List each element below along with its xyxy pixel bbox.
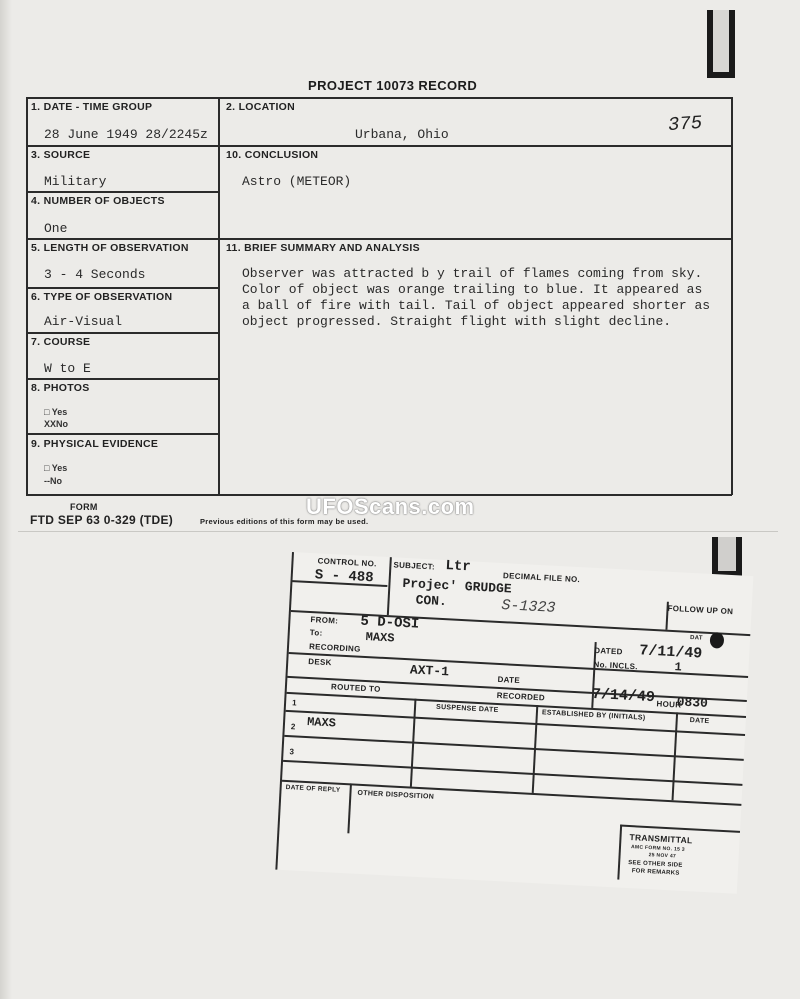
route-row-3-number: 3 — [289, 747, 295, 757]
subject-line-2: Projec' GRUDGE — [402, 575, 512, 597]
length-of-observation-label: 5. LENGTH OF OBSERVATION — [31, 242, 189, 254]
recording-label: RECORDING — [308, 642, 361, 654]
location-value: Urbana, Ohio — [355, 127, 449, 142]
routed-to-label: ROUTED TO — [330, 682, 381, 694]
from-value: 5 D-OSI — [360, 613, 420, 633]
date-time-group-label: 1. DATE - TIME GROUP — [31, 101, 153, 113]
to-label: To: — [309, 628, 323, 638]
control-no-label: CONTROL NO. — [317, 556, 377, 569]
source-value: Military — [44, 174, 107, 189]
subject-value: Ltr — [445, 558, 472, 576]
hour-value: 0830 — [676, 694, 709, 711]
left-edge-shadow — [0, 0, 12, 999]
conclusion-value: Astro (METEOR) — [242, 174, 352, 189]
hour-label: HOUR — [656, 699, 682, 710]
dated-value: 7/11/49 — [638, 642, 703, 663]
amc-form-date: 25 NOV 47 — [648, 852, 677, 860]
summary-line: Observer was attracted b y trail of flames coming from sky. — [242, 266, 703, 281]
evidence-no-checkbox: --No — [44, 476, 62, 486]
recorded-label: RECORDED — [496, 690, 546, 703]
photos-no-checkbox: XXNo — [44, 419, 69, 429]
lower-page-divider — [18, 531, 778, 532]
number-of-objects-value: One — [44, 221, 68, 236]
routing-date-label: DATE — [689, 717, 710, 726]
summary-line: Color of object was orange trailing to blue. It appeared as — [242, 282, 703, 297]
from-label: FROM: — [310, 615, 339, 626]
decimal-file-value: S-1323 — [501, 597, 556, 617]
course-value: W to E — [44, 361, 91, 376]
length-of-observation-value: 3 - 4 Seconds — [44, 267, 146, 282]
number-of-objects-label: 4. NUMBER OF OBJECTS — [31, 195, 165, 207]
amc-form-number: AMC FORM NO. 15 3 — [630, 844, 686, 853]
date-of-reply-label: DATE OF REPLY — [285, 783, 341, 794]
conclusion-label: 10. CONCLUSION — [226, 149, 319, 161]
type-of-observation-label: 6. TYPE OF OBSERVATION — [31, 291, 173, 303]
course-label: 7. COURSE — [31, 336, 91, 348]
decimal-file-label: DECIMAL FILE NO. — [502, 571, 581, 585]
watermark: UFOScans.com — [306, 494, 475, 519]
summary-line: object progressed. Straight flight with slight decline. — [242, 314, 672, 329]
physical-evidence-label: 9. PHYSICAL EVIDENCE — [31, 438, 159, 450]
summary-label: 11. BRIEF SUMMARY AND ANALYSIS — [226, 242, 420, 254]
other-disposition-label: OTHER DISPOSITION — [357, 789, 435, 801]
dat-label: DAT — [689, 634, 703, 642]
evidence-yes-checkbox: □ Yes — [44, 463, 68, 473]
no-incls-value: 1 — [674, 660, 683, 675]
form-footer-label: FORM — [70, 502, 98, 512]
transmittal-label: TRANSMITTAL — [629, 832, 693, 846]
see-other-side: SEE OTHER SIDE — [628, 860, 683, 869]
location-label: 2. LOCATION — [226, 101, 296, 113]
photos-label: 8. PHOTOS — [31, 382, 90, 394]
desk-label: DESK — [308, 657, 332, 668]
routing-slip — [275, 552, 753, 894]
suspense-date-label: SUSPENSE DATE — [435, 703, 499, 715]
for-remarks: FOR REMARKS — [631, 868, 680, 877]
established-by-label: ESTABLISHED BY (INITIALS) — [541, 709, 646, 722]
form-id: FTD SEP 63 0-329 (TDE) — [30, 513, 174, 527]
route-row-2-number: 2 — [290, 722, 296, 732]
subject-line-3: CON. — [415, 592, 448, 610]
page-number: 375 — [667, 111, 703, 137]
subject-label: SUBJECT: — [393, 560, 436, 572]
route-row-1-number: 1 — [291, 698, 298, 708]
date-label: DATE — [497, 674, 521, 686]
photos-yes-checkbox: □ Yes — [44, 407, 68, 417]
form-title: PROJECT 10073 RECORD — [308, 78, 478, 93]
to-value: MAXS — [365, 629, 395, 646]
summary-line: a ball of fire with tail. Tail of object appeared shorter as — [242, 298, 711, 313]
type-of-observation-value: Air-Visual — [44, 314, 123, 329]
date-time-group-value: 28 June 1949 28/2245z — [44, 127, 208, 142]
binder-clip-mark — [707, 10, 735, 78]
source-label: 3. SOURCE — [31, 149, 91, 161]
dated-label: DATED — [594, 645, 623, 657]
previous-editions-note: Previous editions of this form may be used. — [200, 517, 369, 526]
desk-value: AXT-1 — [409, 662, 450, 680]
ink-blot — [710, 632, 725, 649]
summary-text — [242, 266, 710, 330]
follow-up-label: FOLLOW UP ON — [667, 603, 734, 617]
control-no-value: S - 488 — [314, 567, 374, 587]
route-row-1-value: MAXS — [306, 715, 337, 731]
recorded-value: 7/14/49 — [591, 685, 656, 707]
no-incls-label: No. INCLS. — [593, 659, 639, 672]
binder-clip-mark-lower — [712, 537, 742, 577]
